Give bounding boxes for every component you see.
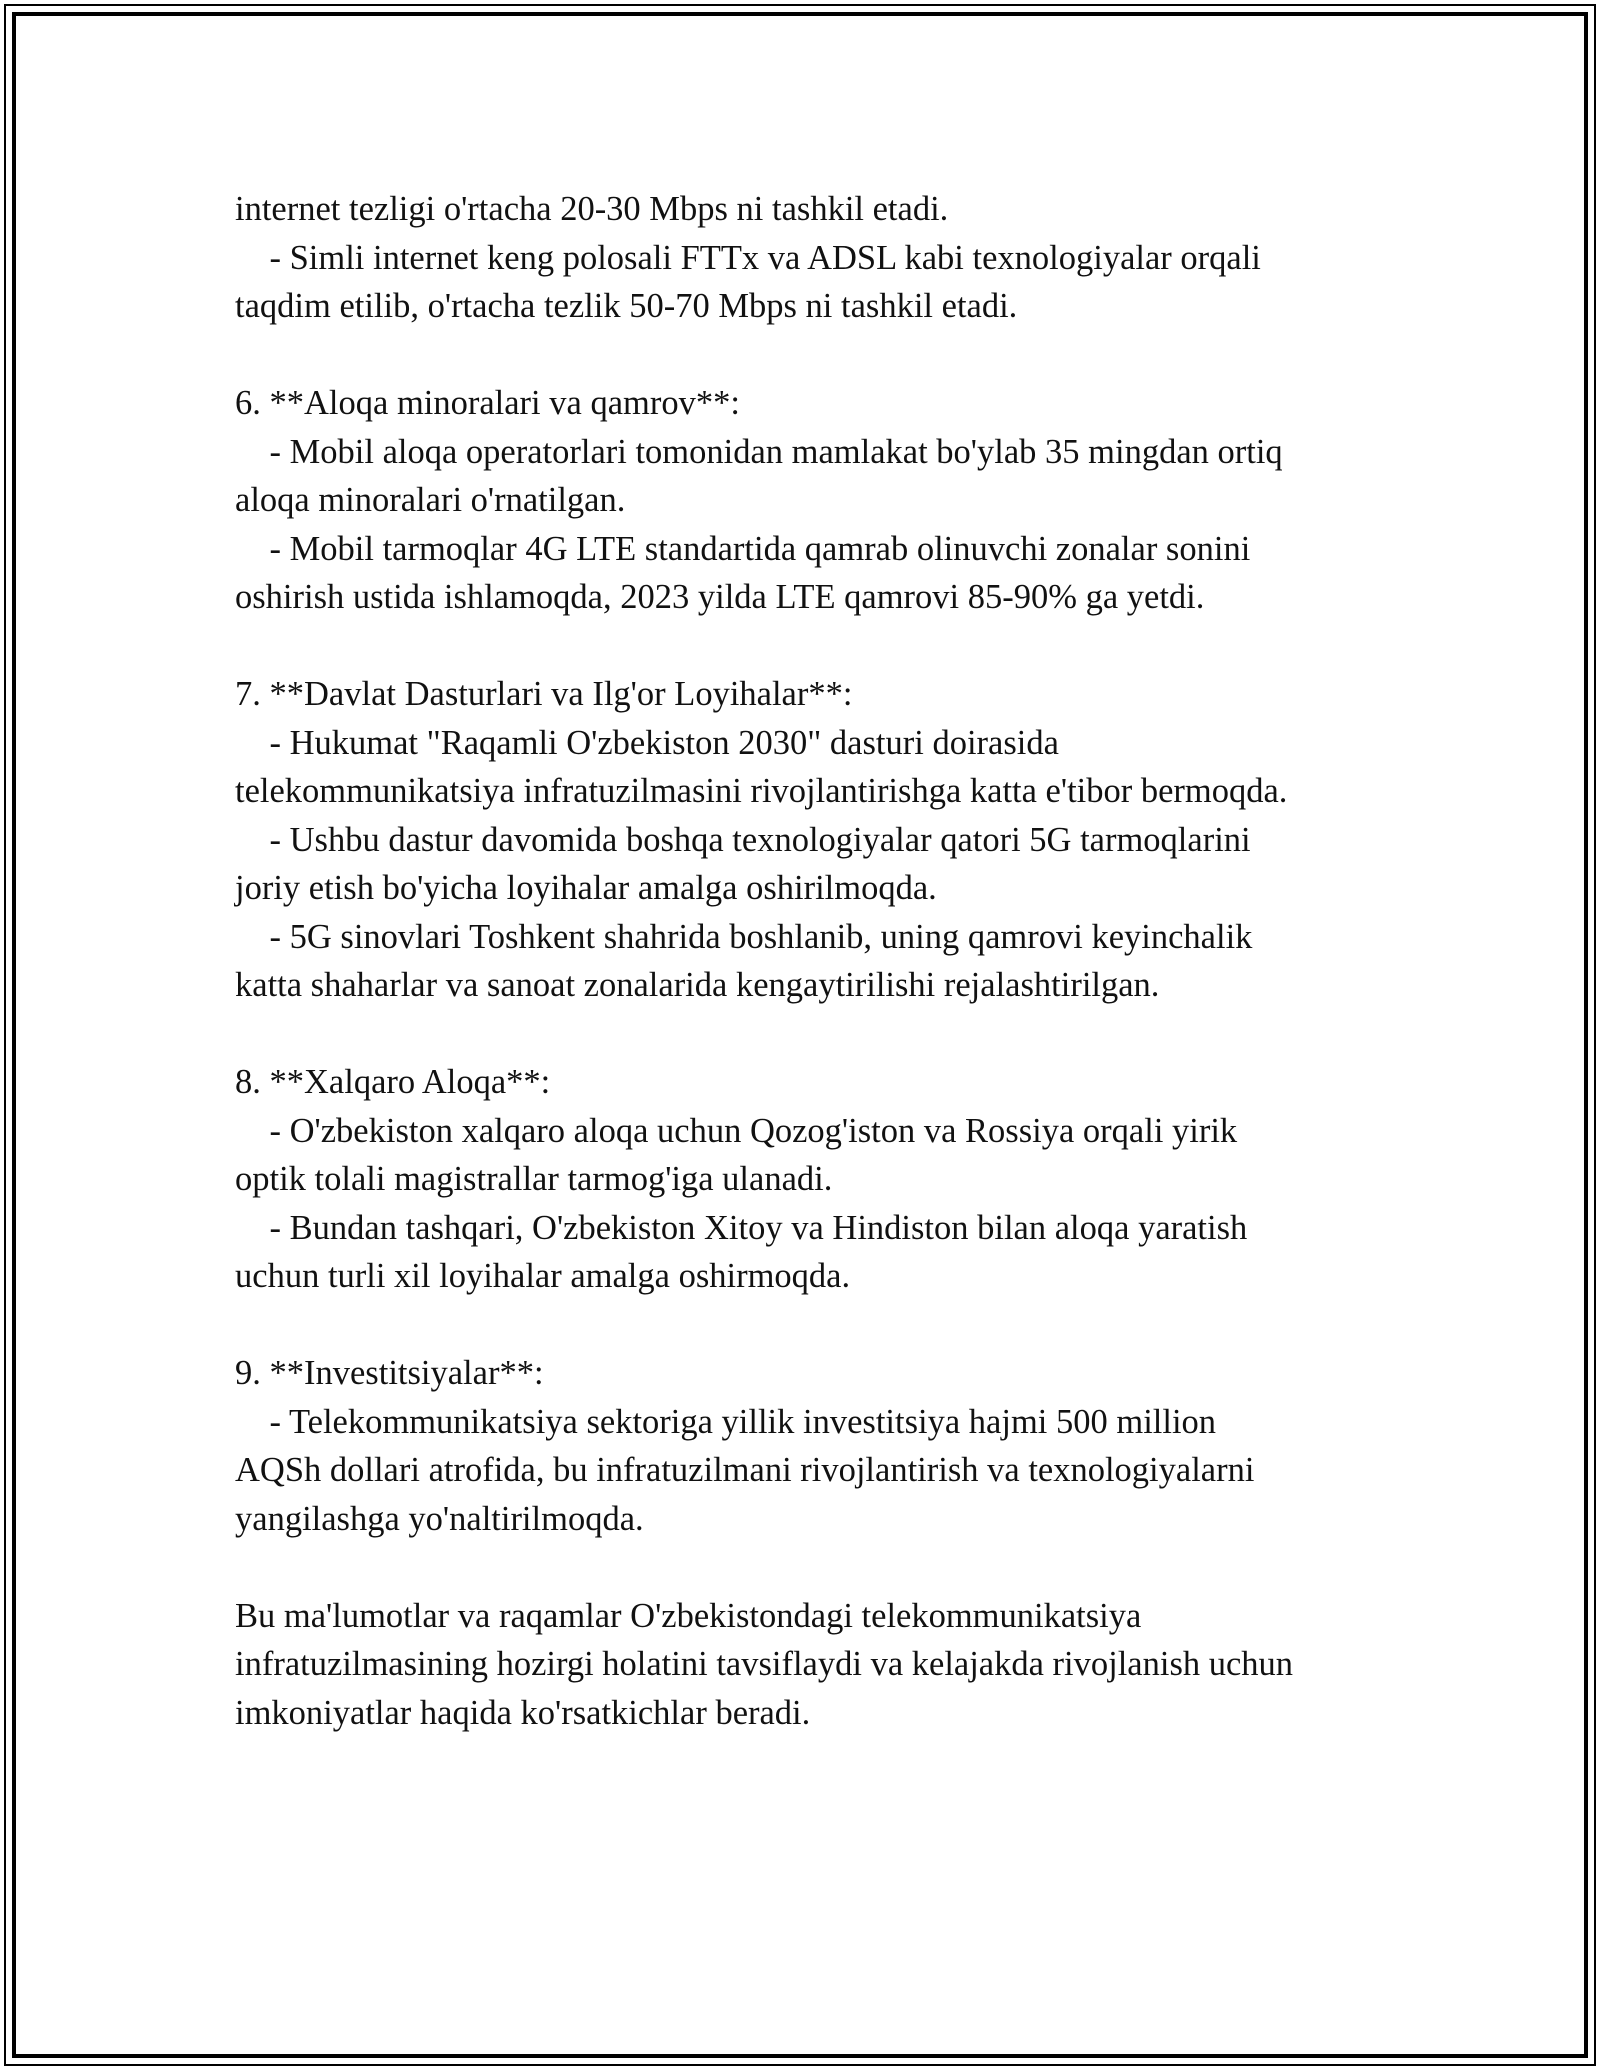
section-9-heading: 9. **Investitsiyalar**: — [235, 1354, 544, 1392]
line-28: yangilashga yo'naltirilmoqda. — [235, 1499, 644, 1538]
line-22: - Bundan tashqari, O'zbekiston Xitoy va Hindiston bilan aloqa yaratish — [235, 1208, 1248, 1247]
line-9: oshirish ustida ishlamoqda, 2023 yilda LTE qamrovi 85-90% ga yetdi. — [235, 578, 1205, 616]
line-1: internet tezligi o'rtacha 20-30 Mbps ni tashkil etadi. — [235, 190, 949, 228]
line-23: uchun turli xil loyihalar amalga oshirmoqda. — [235, 1257, 851, 1295]
line-26: - Telekommunikatsiya sektoriga yillik investitsiya hajmi 500 million — [235, 1402, 1217, 1441]
line-27: AQSh dollari atrofida, bu infratuzilmani rivojlantirish va texnologiyalarni — [235, 1451, 1255, 1489]
line-15: joriy etish bo'yicha loyihalar amalga oshirilmoqda. — [235, 869, 937, 907]
line-12: - Hukumat "Raqamli O'zbekiston 2030" dasturi doirasida — [235, 723, 1059, 762]
document-body — [235, 185, 1425, 1737]
conclusion-line-2: infratuzilmasining hozirgi holatini tavsiflaydi va kelajakda rivojlanish uchun — [235, 1645, 1294, 1683]
line-14: - Ushbu dastur davomida boshqa texnologiyalar qatori 5G tarmoqlarini — [235, 820, 1251, 859]
line-6: - Mobil aloqa operatorlari tomonidan mamlakat bo'ylab 35 mingdan ortiq — [235, 432, 1283, 471]
section-8-heading: 8. **Xalqaro Aloqa**: — [235, 1063, 551, 1101]
section-7-heading: 7. **Davlat Dasturlari va Ilg'or Loyihalar**: — [235, 675, 853, 713]
line-13: telekommunikatsiya infratuzilmasini rivojlantirishga katta e'tibor bermoqda. — [235, 772, 1288, 810]
line-16: - 5G sinovlari Toshkent shahrida boshlanib, uning qamrovi keyinchalik — [235, 917, 1253, 956]
section-6-heading: 6. **Aloqa minoralari va qamrov**: — [235, 384, 740, 422]
line-20: - O'zbekiston xalqaro aloqa uchun Qozog'iston va Rossiya orqali yirik — [235, 1111, 1238, 1150]
line-3: taqdim etilib, o'rtacha tezlik 50-70 Mbps ni tashkil etadi. — [235, 287, 1018, 325]
line-8: - Mobil tarmoqlar 4G LTE standartida qamrab olinuvchi zonalar sonini — [235, 529, 1251, 568]
line-2: - Simli internet keng polosali FTTx va ADSL kabi texnologiyalar orqali — [235, 238, 1261, 277]
line-21: optik tolali magistrallar tarmog'iga ulanadi. — [235, 1160, 833, 1198]
conclusion-line-3: imkoniyatlar haqida ko'rsatkichlar beradi. — [235, 1693, 811, 1732]
line-7: aloqa minoralari o'rnatilgan. — [235, 481, 626, 519]
conclusion-line-1: Bu ma'lumotlar va raqamlar O'zbekistondagi telekommunikatsiya — [235, 1596, 1142, 1635]
line-17: katta shaharlar va sanoat zonalarida kengaytirilishi rejalashtirilgan. — [235, 966, 1160, 1004]
